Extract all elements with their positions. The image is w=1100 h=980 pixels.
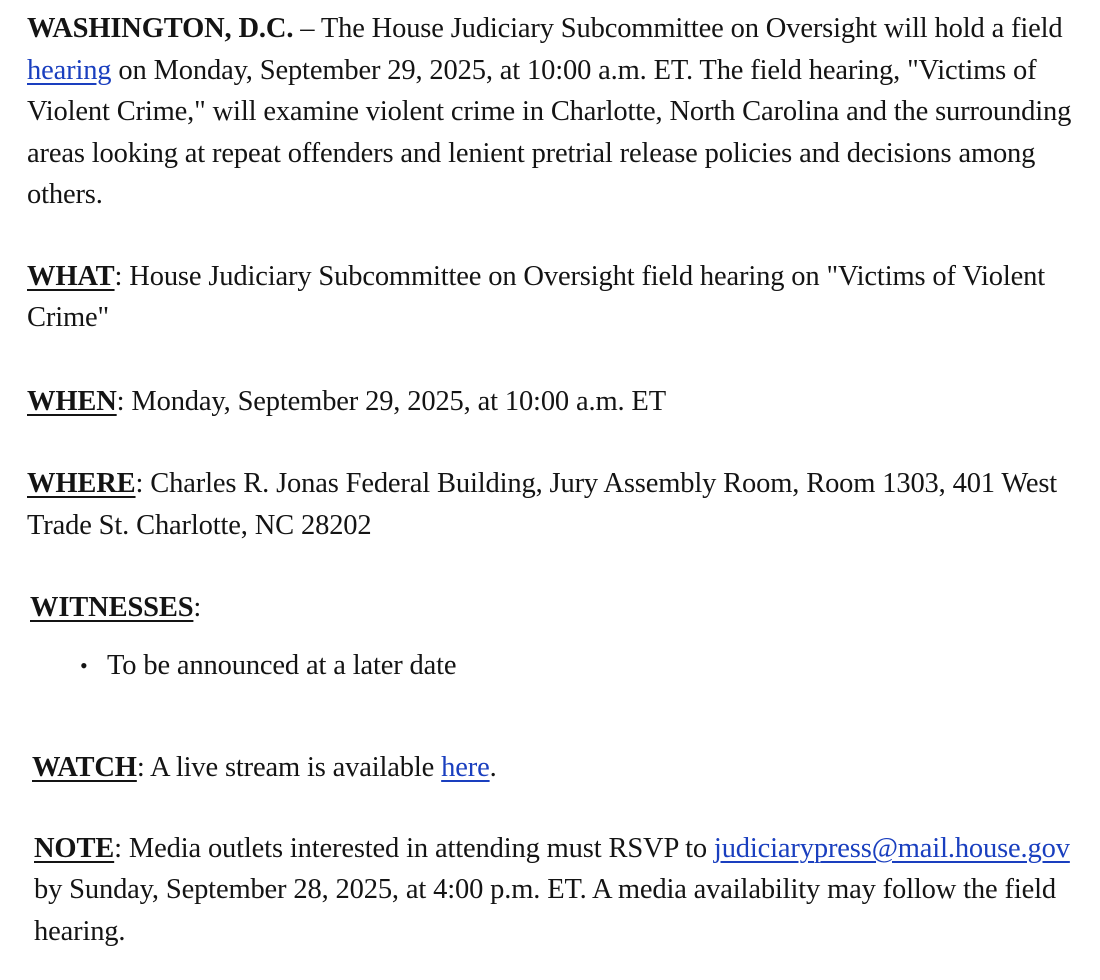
witnesses-paragraph: [30, 587, 1090, 629]
when-text: : Monday, September 29, 2025, at 10:00 a.m. ET: [116, 385, 666, 417]
witnesses-suffix: :: [193, 592, 202, 623]
when-paragraph: [27, 381, 1087, 423]
intro-paragraph: [27, 8, 1087, 216]
note-text-start: : Media outlets interested in attending must RSVP to: [114, 832, 714, 864]
when-label: WHEN: [27, 385, 117, 417]
watch-label: WATCH: [32, 752, 137, 783]
what-paragraph: [27, 256, 1087, 339]
hearing-link[interactable]: hearing: [27, 54, 112, 86]
bullet-icon: •: [80, 652, 88, 678]
note-label: NOTE: [34, 832, 115, 864]
note-text-end: by Sunday, September 28, 2025, at 4:00 p.m. ET. A media availability may follow the field hearing.: [34, 874, 1056, 947]
watch-paragraph: [32, 747, 1092, 789]
witnesses-label: WITNESSES: [30, 592, 194, 623]
note-paragraph: [34, 828, 1094, 953]
watch-text-end: .: [489, 752, 497, 783]
what-label: WHAT: [27, 260, 115, 292]
where-paragraph: [27, 463, 1087, 546]
press-email-link[interactable]: judiciarypress@mail.house.gov: [713, 832, 1070, 864]
witnesses-list: [27, 645, 1087, 687]
where-text: : Charles R. Jonas Federal Building, Jury Assembly Room, Room 1303, 401 West Trade St. Charlotte, NC 28202: [27, 468, 1058, 541]
watch-text-start: : A live stream is available: [136, 752, 442, 783]
intro-text-start: – The House Judiciary Subcommittee on Oversight will hold a field: [293, 13, 1063, 44]
where-label: WHERE: [27, 468, 136, 499]
dateline: WASHINGTON, D.C.: [27, 13, 294, 44]
intro-text-end: on Monday, September 29, 2025, at 10:00 a.m. ET. The field hearing, "Victims of Violent Crime," will examine violent crime in Charlotte, North Carolina and the surrounding areas looking at repeat offenders and lenient pretrial release policies and decisions among others.: [27, 54, 1072, 210]
witness-item-text: To be announced at a later date: [107, 649, 457, 681]
press-release: [27, 8, 1087, 952]
what-text: : House Judiciary Subcommittee on Oversight field hearing on "Victims of Violent Crime": [27, 260, 1046, 333]
list-item: [80, 645, 1087, 687]
livestream-link[interactable]: here: [441, 752, 490, 783]
